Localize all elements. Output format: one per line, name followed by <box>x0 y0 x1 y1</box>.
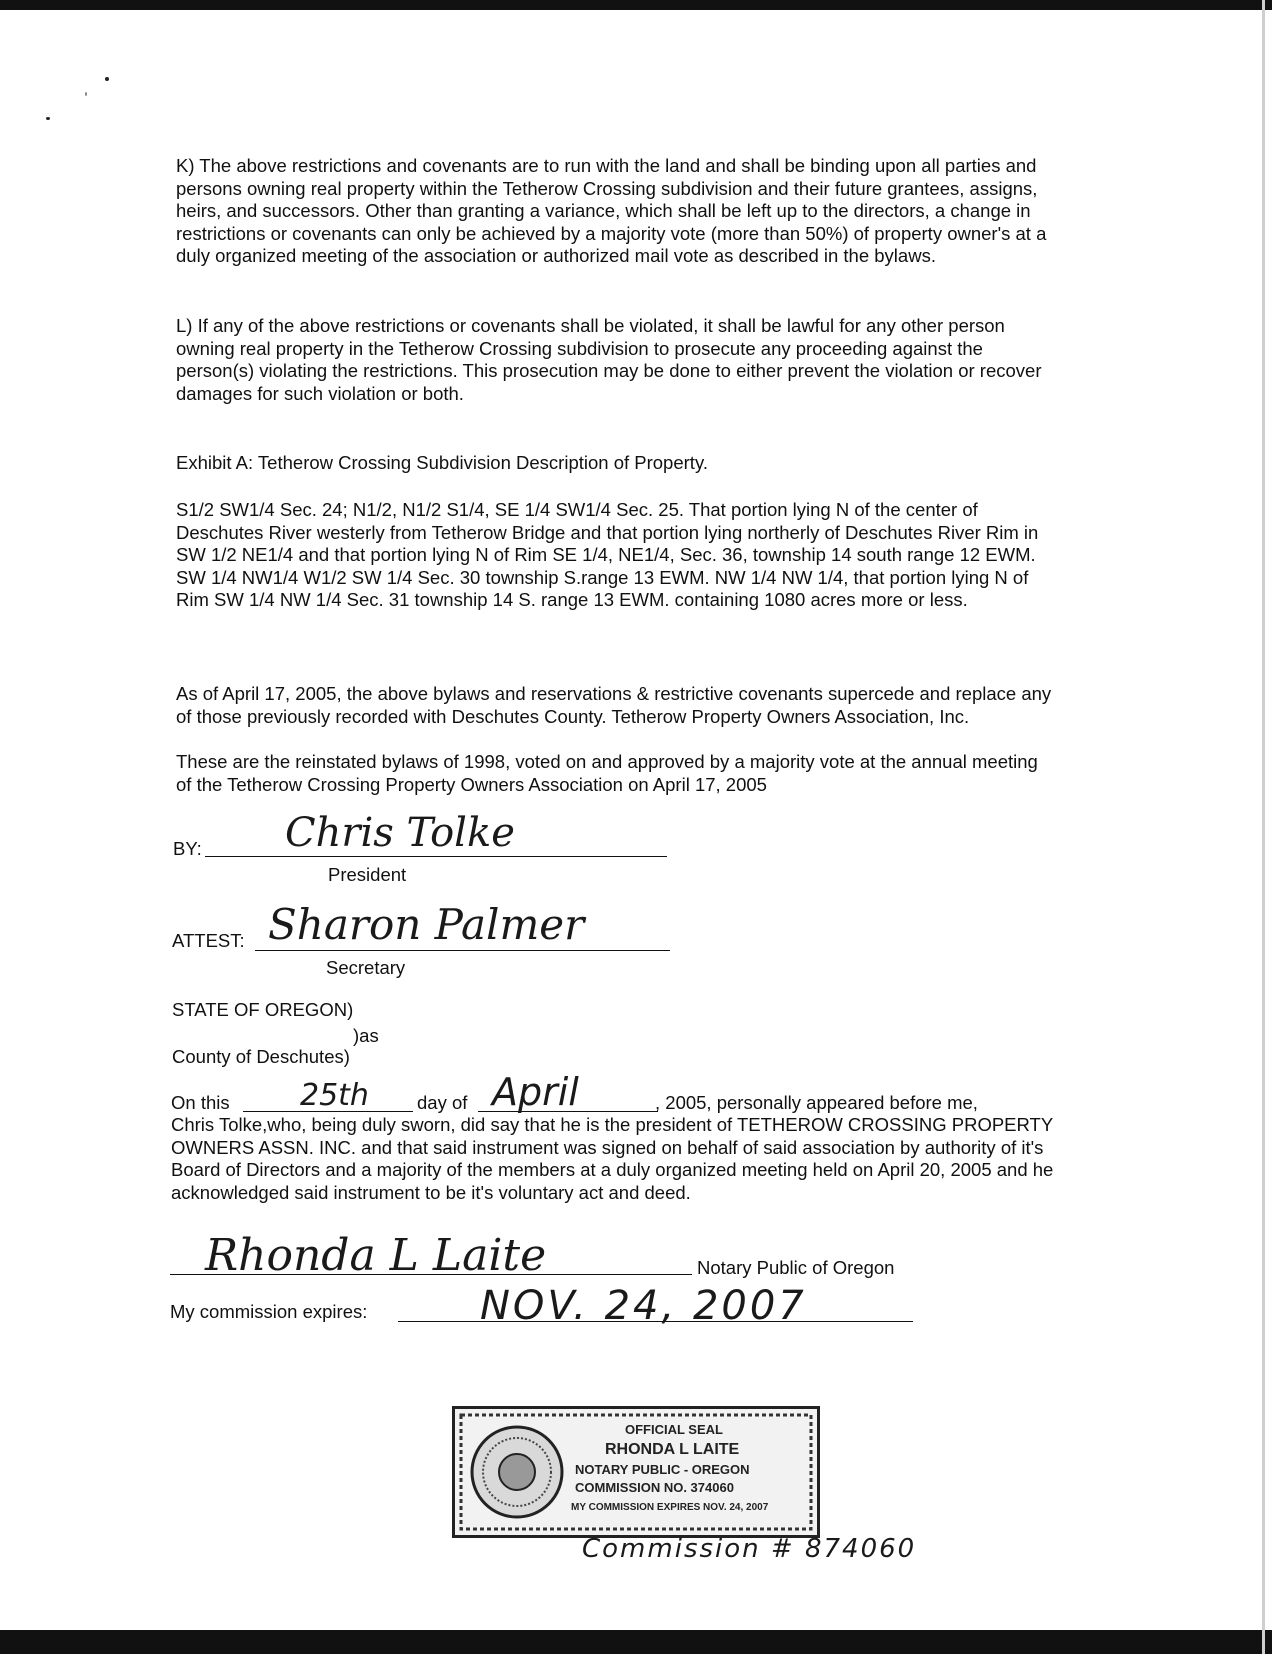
by-label: BY: <box>173 838 202 859</box>
notary-title: Notary Public of Oregon <box>697 1257 895 1278</box>
commission-expires-label: My commission expires: <box>170 1301 368 1322</box>
supersede-statement: As of April 17, 2005, the above bylaws and reservations & restrictive covenants supercede and replace any of those previously recorded with Deschutes County. Tetherow Property Owners Association, Inc. <box>176 683 1052 727</box>
notary-acknowledgment-body: Chris Tolke,who, being duly sworn, did say that he is the president of TETHEROW CROSSING PROPERTY OWNERS ASSN. INC. and that said instrument was signed on behalf of said association by authority of it's Board of Directors and a majority of the members at a duly organized meeting held on April 20, 2005 and he acknowledged said instrument to be it's voluntary act and deed. <box>171 1114 1054 1203</box>
paragraph-k: K) The above restrictions and covenants are to run with the land and shall be binding upon all parties and persons owning real property within the Tetherow Crossing subdivision and their future grantees, assigns, heirs, and successors. Other than granting a variance, which shall be left up to the directors, a change in restrictions or covenants can only be achieved by a majority vote (more than 50%) of property owner's at a duly organized meeting of the association or authorized mail vote as described in the bylaws. <box>176 155 1047 266</box>
commission-expires-value: NOV. 24, 2007 <box>480 1283 807 1329</box>
secretary-signature: Sharon Palmer <box>268 900 585 949</box>
notary-signature: Rhonda L Laite <box>205 1230 547 1281</box>
notary-seal-stamp <box>452 1406 820 1538</box>
month-value: April <box>492 1070 579 1114</box>
secretary-signature-line <box>255 950 670 951</box>
paragraph-l: L) If any of the above restrictions or covenants shall be violated, it shall be lawful for any other person owning real property in the Tetherow Crossing subdivision to prosecute any proceeding against the person(s) violating the restrictions. This prosecution may be done to either prevent the violation or recover damages for such violation or both. <box>176 315 1042 404</box>
legal-description: S1/2 SW1/4 Sec. 24; N1/2, N1/2 S1/4, SE 1/4 SW1/4 Sec. 25. That portion lying N of the center of Deschutes River westerly from Tetherow Bridge and that portion lying northerly of Deschutes River Rim in SW 1/2 NE1/4 and that portion lying N of Rim SE 1/4, NE1/4, Sec. 36, township 14 south range 12 EWM. SW 1/4 NW1/4 W1/2 SW 1/4 Sec. 30 township S.range 13 EWM. NW 1/4 NW 1/4, that portion lying N of Rim SW 1/4 NW 1/4 Sec. 31 township 14 S. range 13 EWM. containing 1080 acres more or less. <box>176 499 1039 610</box>
seal-line-2: RHONDA L LAITE <box>605 1441 740 1458</box>
reinstated-statement: These are the reinstated bylaws of 1998, voted on and approved by a majority vote at the annual meeting of the Tetherow Crossing Property Owners Association on April 17, 2005 <box>176 751 1038 795</box>
seal-line-1: OFFICIAL SEAL <box>625 1422 723 1437</box>
exhibit-heading: Exhibit A: Tetherow Crossing Subdivision Description of Property. <box>176 452 708 473</box>
as-line: )as <box>353 1025 379 1046</box>
president-signature-line <box>205 856 667 857</box>
day-of-label: day of <box>417 1092 468 1113</box>
day-value: 25th <box>300 1078 369 1113</box>
state-line: STATE OF OREGON) <box>172 999 354 1020</box>
year-text: , 2005, personally appeared before me, <box>655 1092 978 1113</box>
attest-label: ATTEST: <box>172 930 245 951</box>
president-signature: Chris Tolke <box>285 810 515 856</box>
seal-line-4: COMMISSION NO. 374060 <box>575 1480 734 1495</box>
county-line: County of Deschutes) <box>172 1046 350 1067</box>
secretary-title: Secretary <box>326 957 406 978</box>
commission-number-note: Commission # 874060 <box>582 1534 917 1564</box>
on-this-label: On this <box>171 1092 230 1113</box>
seal-line-5: MY COMMISSION EXPIRES NOV. 24, 2007 <box>571 1502 769 1513</box>
president-title: President <box>328 864 407 885</box>
seal-line-3: NOTARY PUBLIC - OREGON <box>575 1462 750 1477</box>
